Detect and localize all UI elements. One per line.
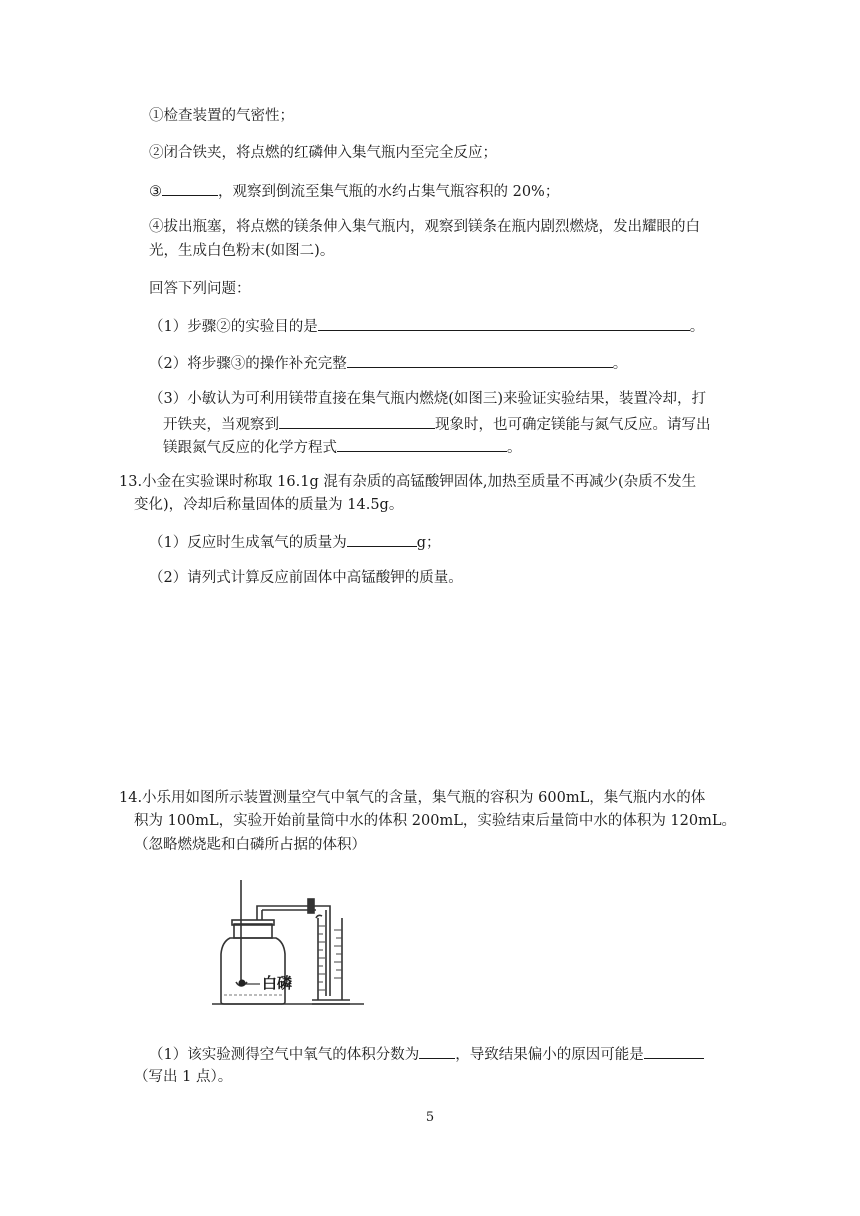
question-3-line-1: （3）小敏认为可利用镁带直接在集气瓶内燃烧(如图三)来验证实验结果，装置冷却，打	[149, 391, 707, 407]
problem-13-line-1: 13.小金在实验课时称取 16.1g 混有杂质的高锰酸钾固体,加热至质量不再减少(杂质不发生	[119, 474, 697, 490]
questions-intro: 回答下列问题：	[149, 281, 251, 297]
problem-14-line-1: 14.小乐用如图所示装置测量空气中氧气的含量，集气瓶的容积为 600mL，集气瓶内水的体	[119, 790, 706, 806]
answer-blank[interactable]	[318, 315, 690, 331]
step-4-line-1: ④拔出瓶塞，将点燃的镁条伸入集气瓶内，观察到镁条在瓶内剧烈燃烧，发出耀眼的白	[149, 219, 700, 235]
question-3-line-3: 镁跟氮气反应的化学方程式 。	[163, 436, 522, 458]
step-1: ①检查装置的气密性；	[149, 108, 294, 124]
answer-blank[interactable]	[347, 531, 417, 547]
question-2: （2）将步骤③的操作补充完整 。	[149, 352, 627, 374]
problem-14-sub-1: （1）该实验测得空气中氧气的体积分数为 ，导致结果偏小的原因可能是	[149, 1043, 704, 1065]
answer-blank[interactable]	[337, 436, 507, 452]
question-1: （1）步骤②的实验目的是 。	[149, 315, 704, 337]
problem-14-line-3: （忽略燃烧匙和白磷所占据的体积）	[134, 837, 366, 853]
step-2: ②闭合铁夹，将点燃的红磷伸入集气瓶内至完全反应；	[149, 145, 497, 161]
answer-blank[interactable]	[162, 180, 218, 196]
apparatus-figure	[212, 878, 372, 1008]
problem-13-sub-2: （2）请列式计算反应前固体中高锰酸钾的质量。	[149, 570, 463, 586]
question-3-line-2: 开铁夹，当观察到 现象时，也可确定镁能与氮气反应。请写出	[163, 413, 711, 435]
problem-14-sub-1-line-2: （写出 1 点）。	[134, 1069, 233, 1085]
problem-14-line-2: 积为 100mL，实验开始前量筒中水的体积 200mL，实验结束后量筒中水的体积为 120mL。	[134, 813, 736, 829]
answer-blank[interactable]	[644, 1043, 704, 1059]
white-phosphorus-label: 白磷	[262, 974, 293, 992]
answer-blank[interactable]	[347, 352, 613, 368]
problem-13-sub-1: （1）反应时生成氧气的质量为 g；	[149, 531, 441, 553]
step-4-line-2: 光，生成白色粉末(如图二)。	[149, 243, 335, 259]
answer-blank[interactable]	[419, 1043, 455, 1059]
answer-blank[interactable]	[279, 413, 435, 429]
page-number: 5	[425, 1110, 435, 1125]
step-3: ③ ，观察到倒流至集气瓶的水约占集气瓶容积的 20%；	[149, 180, 559, 202]
problem-13-line-2: 变化)，冷却后称量固体的质量为 14.5g。	[134, 497, 404, 513]
